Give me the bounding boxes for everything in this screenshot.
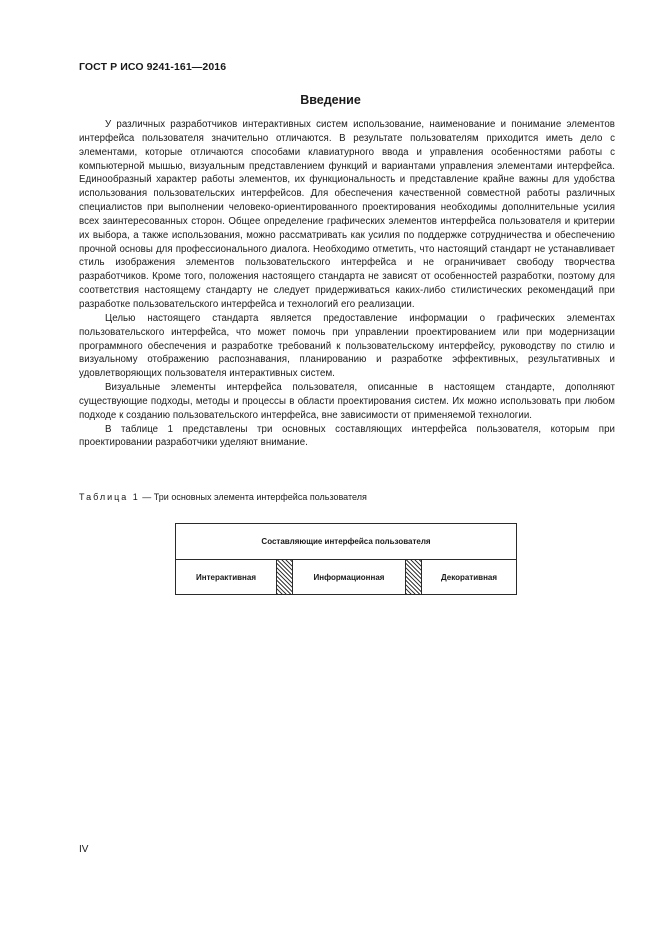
paragraph: Целью настоящего стандарта является предоставление информации о графических элементах пользовательского интерфейса, что может помочь при управлении проектированием или при модернизации программного обеспечения и разработке требований к пользовательскому интерфейсу, руководству по стилю и визуальному отображению распознавания, планированию и разработке эффективных, результативных и удовлетворяющих пользователя интерактивных систем. bbox=[79, 312, 615, 380]
table-row bbox=[176, 560, 516, 594]
section-title: Введение bbox=[300, 93, 361, 107]
table-caption-text: — Три основных элемента интерфейса пользователя bbox=[139, 492, 367, 502]
cell-informational: Информационная bbox=[313, 572, 385, 582]
body-text bbox=[79, 118, 615, 450]
ui-components-table bbox=[175, 523, 517, 595]
paragraph: Визуальные элементы интерфейса пользователя, описанные в настоящем стандарте, дополняют существующие подходы, методы и процессы в области проектирования систем. Их можно использовать при любом подходе к созданию пользовательского интерфейса, вне зависимости от применяемой технологии. bbox=[79, 382, 615, 421]
table-caption bbox=[79, 492, 367, 502]
paragraph: В таблице 1 представлены три основных составляющих интерфейса пользователя, которым при проектировании разработчики уделяют внимание. bbox=[79, 423, 615, 449]
cell-decorative: Декоративная bbox=[440, 572, 498, 582]
hatched-separator bbox=[276, 560, 293, 594]
page-number: IV bbox=[79, 844, 89, 855]
table-header-cell: Составляющие интерфейса пользователя bbox=[176, 524, 516, 560]
cell-interactive: Интерактивная bbox=[196, 572, 256, 582]
document-header: ГОСТ Р ИСО 9241-161—2016 bbox=[79, 61, 227, 73]
paragraph: У различных разработчиков интерактивных систем использование, наименование и понимание элементов интерфейса пользователя значительно отличаются. В результате пользователям приходится иметь дело с элементами, которые отличаются способами клавиатурного ввода и управления особенностями работы с компьютерной мышью, визуальным представлением функций и вариантами управления элементами интерфейса. Единообразный характер работы элементов, их функциональность и представление крайне важны для удобства использования пользовательских интерфейсов. Для обеспечения качественной совместной работы различных специалистов при выполнении человеко-ориентированного проектирования необходимы дополнительные усилия всех заинтересованных сторон. Общее определение графических элементов интерфейса пользователя и критерии их выбора, а также использования, можно рассматривать как усилия по поддержке сотрудничества и обеспечению прочной основы для профессионального диалога. Необходимо отметить, что настоящий стандарт не устанавливает стиль изображения элементов пользовательского интерфейса и не ограничивает свободу творчества разработчиков. Кроме того, положения настоящего стандарта не зависят от особенностей разработки, поэтому для соответствия настоящему стандарту не следует придерживаться каких-либо стилистических рекомендаций при разработке пользовательского интерфейса и технологий его реализации. bbox=[79, 119, 615, 310]
hatched-separator bbox=[405, 560, 422, 594]
table-caption-number: Таблица 1 bbox=[79, 492, 140, 502]
